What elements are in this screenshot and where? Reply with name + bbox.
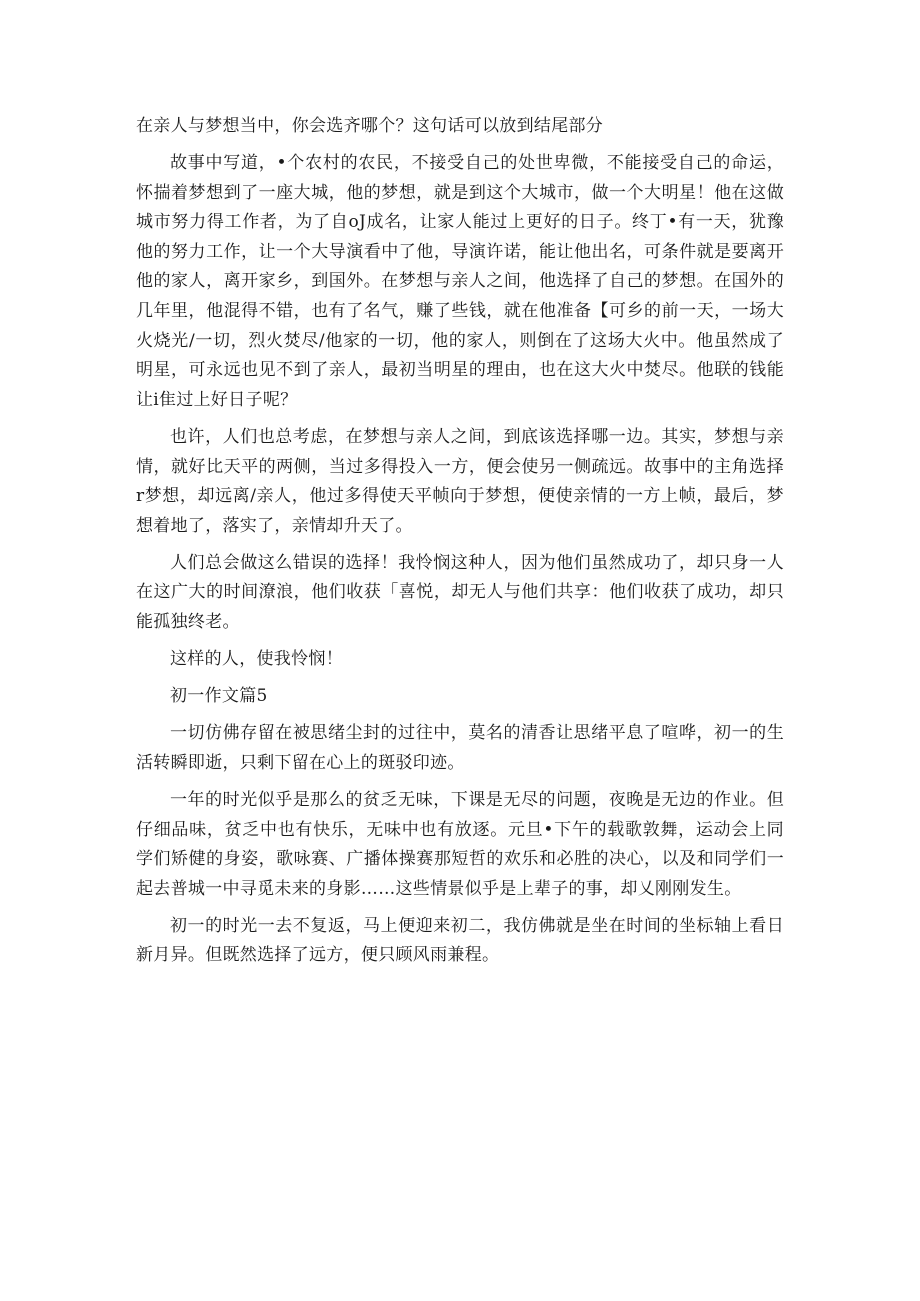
essay-5-heading: 初一作文篇5 — [170, 686, 268, 707]
story-paragraph: 故事中写道，•个农村的农民，不接受自己的处世卑微，不能接受自己的命运，怀揣着梦想到了一座大城，他的梦想，就是到这个大城市，做一个大明星！他在这做城市努力得工作者，为了自oJ成名，让家人能过上更好的日子。终丁•有一天，犹豫他的努力工作，让一个大导演看中了他，导演许诺，能让他出名，可条件就是要离开他的家人，离开家乡，到国外。在梦想与亲人之间，他选择了自己的梦想。在国外的几年里，他混得不错，也有了名气，赚了些钱，就在他准备【可乡的前一天，一场大火烧光/一切，烈火焚尽/他家的一切，他的家人，则倒在了这场大火中。他虽然成了明星，可永远也见不到了亲人，最初当明星的理由，也在这大火中焚尽。他联的钱能让i隹过上好日子呢？ — [136, 153, 784, 410]
pity-paragraph: 人们总会做这么错误的选择！我怜悯这种人，因为他们虽然成功了，却只身一人在这广大的时间潦浪，他们收获「喜悦，却无人与他们共享：他们收获了成功，却只能孤独终老。 — [136, 552, 784, 632]
essay-5-paragraph-1: 一切仿佛存留在被思绪尘封的过往中，莫名的清香让思绪平息了喧哗，初一的生活转瞬即逝，只剩下留在心上的斑驳印迹。 — [136, 723, 784, 773]
essay-5-paragraph-2: 一年的时光似乎是那么的贫乏无味，下课是无尽的问题，夜晚是无边的作业。但仔细品味，贫乏中也有快乐，无味中也有放逐。元旦•下午的载歌敦舞，运动会上同学们矫健的身姿，歌咏赛、广播体操赛那短哲的欢乐和必胜的决心，以及和同学们一起去普城一中寻觅未来的身影……这些情景似乎是上辈子的事，却乂刚刚发生。 — [136, 789, 784, 899]
reflection-paragraph: 也许，人们也总考虑，在梦想与亲人之间，到底该选择哪一边。其实，梦想与亲情，就好比天平的两侧，当过多得投入一方，便会使另一侧疏远。故事中的主角选择r梦想，却远离/亲人，他过多得使天平帧向于梦想，便使亲情的一方上帧，最后，梦想着地了，落实了，亲情却升天了。 — [136, 426, 784, 536]
document-body — [136, 112, 784, 979]
intro-note-paragraph: 在亲人与梦想当中，你会选齐哪个？这句话可以放到结尾部分 — [136, 116, 604, 136]
essay-5-paragraph-3: 初一的时光一去不复返，马上便迎来初二，我仿佛就是坐在时间的坐标轴上看日新月异。但既然选择了远方，便只顾风雨兼程。 — [136, 915, 784, 966]
pity-short-paragraph: 这样的人，使我怜悯！ — [170, 649, 343, 670]
